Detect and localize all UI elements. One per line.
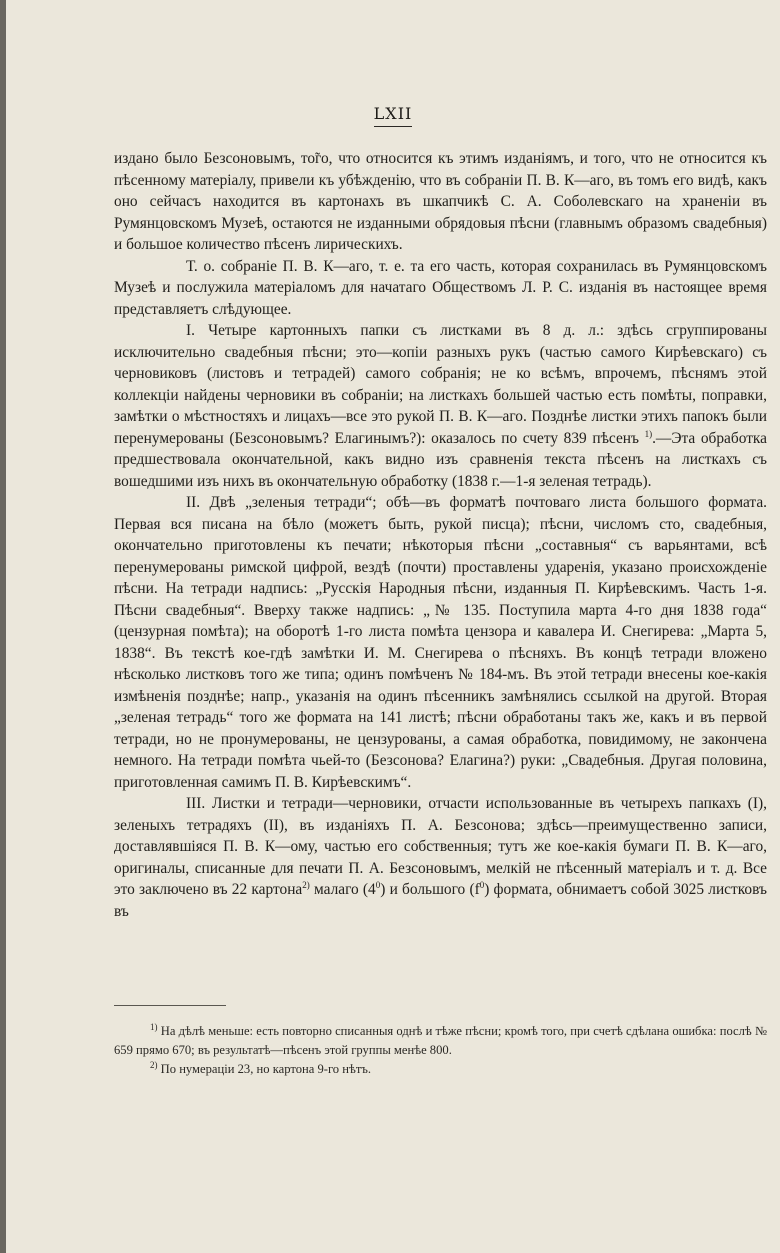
paragraph xyxy=(114,793,767,922)
page-header xyxy=(6,104,780,127)
paragraph-text: Т. о. собраніе П. В. К—аго, т. е. та его часть, которая сохранилась въ Румянцовскомъ Музеѣ и послужила матеріаломъ для начатаго Обществомъ Л. Р. С. изданія въ настоящее время представляетъ слѣдующее. xyxy=(114,257,767,318)
footnote xyxy=(114,1022,767,1060)
paragraph-text: издано было Безсоновымъ, то̃го, что относится къ этимъ изданіямъ, и того, что не относится къ пѣсенному матеріалу, привели къ убѣжденію, что въ собраніи П. В. К—аго, въ томъ его видѣ, какъ оно сейчасъ находится въ картонахъ въ шкапчикѣ С. А. Соболевскаго на храненіи въ Румянцовскомъ Музеѣ, остаются не изданными обрядовыя пѣсни (главнымъ образомъ свадебныя) и большое количество пѣсенъ лирическихъ. xyxy=(114,150,767,253)
paragraph-text: ) формата, обнимаетъ собой 3025 листковъ въ xyxy=(114,881,767,920)
paragraph-text: III. Листки и тетради—черновики, отчасти использованные въ четырехъ папкахъ (I), зеленыхъ тетрадяхъ (II), въ изданіяхъ П. А. Безсонова; здѣсь—преимущественно записи, доставлявшіяся П. В. К—ому, частью его собственныя; тутъ же кое-какія бумаги П. В. К—аго, оригиналы, списанные для печати П. А. Безсоновымъ, мелкій не пѣсенный матеріалъ и т. д. Все это заключено въ 22 картона xyxy=(114,795,767,898)
paragraph-text: ) и большого (f xyxy=(380,881,480,898)
paragraph-text: малаго (4 xyxy=(309,881,376,898)
paragraph xyxy=(114,256,767,321)
footnote-rule xyxy=(114,1005,226,1006)
body-text xyxy=(114,148,767,922)
paragraph xyxy=(114,320,767,492)
paragraph-text: II. Двѣ „зеленыя тетради“; обѣ—въ форматѣ почтоваго листа большого формата. Первая вся писана на бѣло (можетъ быть, рукой писца); пѣсни, числомъ сто, свадебныя, окончательно приготовлены къ печати; нѣкоторыя пѣсни „составныя“ съ варьянтами, всѣ перенумерованы римской цифрой, вездѣ (почти) проставлены ударенія, указано происхожденіе пѣсни. На тетради надпись: „Русскія Народныя пѣсни, изданныя П. Кирѣевскимъ. Часть 1-я. Пѣсни свадебныя“. Вверху также надпись: „№ 135. Поступила марта 4-го дня 1838 года“ (цензурная помѣта); на оборотѣ 1-го листа помѣта цензора и кавалера И. Снегирева: „Марта 5, 1838“. Въ текстѣ кое-гдѣ замѣтки И. М. Снегирева о пѣсняхъ. Въ концѣ тетради вложено нѣсколько листковъ того же типа; одинъ помѣченъ № 184-мъ. Въ этой тетради внесены кое-какія измѣненія позднѣе; напр., указанія на одинъ пѣсенникъ замѣнялись ссылкой на другой. Вторая „зеленая тетрадь“ того же формата на 141 листѣ; пѣсни обработаны такъ же, какъ и въ первой тетради, но не пронумерованы, не цензурованы, а самая обработка, повидимому, не закончена немного. На тетради помѣта чьей-то (Безсонова? Елагина?) руки: „Свадебныя. Другая половина, приготовленная самимъ П. В. Кирѣевскимъ“. xyxy=(114,494,767,791)
footnote-ref: 1) xyxy=(644,428,653,439)
paragraph xyxy=(114,148,767,256)
footnote-marker: 1) xyxy=(150,1021,158,1032)
footnote-text: По нумераціи 23, но картона 9-го нѣтъ. xyxy=(157,1062,371,1076)
footnotes xyxy=(114,1022,767,1079)
footnote-ref: 0 xyxy=(479,879,485,890)
paragraph-text: I. Четыре картонныхъ папки съ листками въ 8 д. л.: здѣсь сгруппированы исключительно свадебныя пѣсни; это—копіи разныхъ рукъ (частью самого Кирѣевскаго) съ черновиковъ (листовъ и тетрадей) самого собранія; не ко всѣмъ, впрочемъ, пѣснямъ этой коллекціи найдены черновики въ собраніи; на листкахъ большей частью есть помѣты, поправки, замѣтки о мѣстностяхъ и лицахъ—все это рукой П. В. К—аго. Позднѣе листки этихъ папокъ были перенумерованы (Безсоновымъ? Елагинымъ?): оказалось по счету 839 пѣсенъ xyxy=(114,322,767,447)
footnote-ref: 2) xyxy=(302,879,310,890)
footnote xyxy=(114,1060,767,1079)
footnote-ref: 0 xyxy=(375,879,381,890)
paragraph xyxy=(114,492,767,793)
footnote-marker: 2) xyxy=(150,1059,158,1070)
page-number: LXII xyxy=(374,104,413,127)
footnote-text: На дѣлѣ меньше: есть повторно списанныя однѣ и тѣже пѣсни; кромѣ того, при счетѣ сдѣлана ошибка: послѣ № 659 прямо 670; въ результатѣ—пѣсенъ этой группы менѣе 800. xyxy=(114,1024,767,1057)
paragraph-text: .—Эта обработка предшествовала окончательной, какъ видно изъ сравненія текста пѣсенъ на листкахъ съ вошедшими изъ нихъ въ окончательную обработку (1838 г.—1-я зеленая тетрадь). xyxy=(114,429,767,490)
